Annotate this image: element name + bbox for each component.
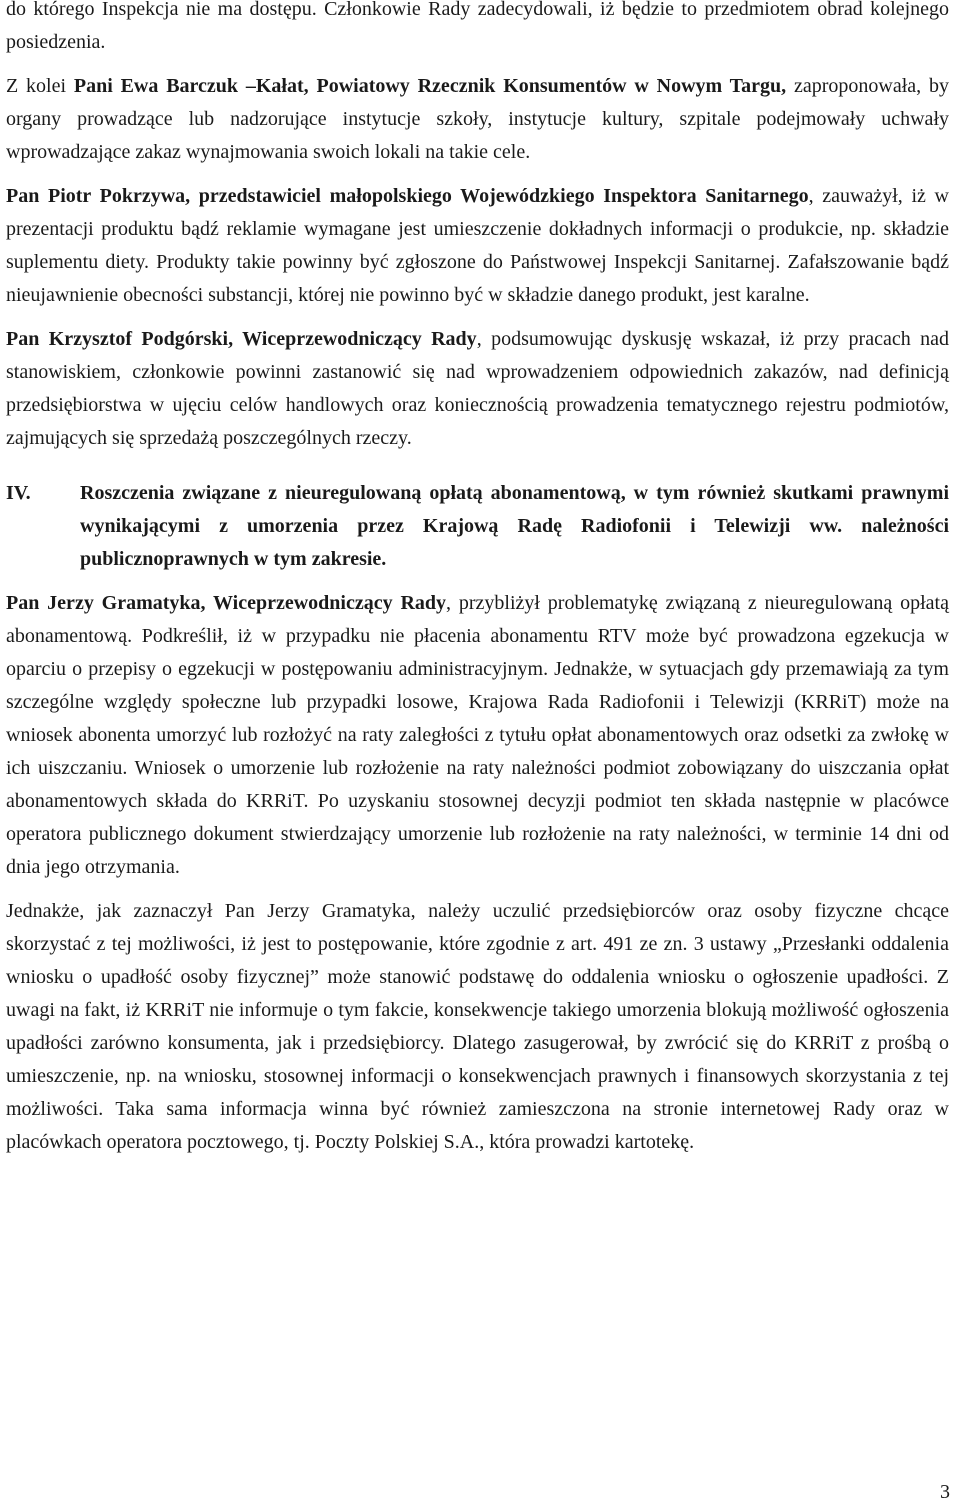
speaker-name: Pan Jerzy Gramatyka, Wiceprzewodniczący Rady: [6, 592, 447, 614]
paragraph-gramatyka-continued: Jednakże, jak zaznaczył Pan Jerzy Gramatyka, należy uczulić przedsiębiorców oraz osoby fizyczne chcące skorzystać z tej możliwości, iż jest to postępowanie, które zgodnie z art. 491 ze zn. 3 ustawy „Przesłanki oddalenia wniosku o upadłość osoby fizycznej” może stanowić podstawę do oddalenia wniosku o ogłoszenie upadłości. Z uwagi na fakt, iż KRRiT nie informuje o tym fakcie, konsekwencje takiego umorzenia blokują możliwość ogłoszenia upadłości zarówno konsumenta, jak i przedsiębiorcy. Dlatego zasugerował, by zwrócić się do KRRiT z prośbą o umieszczenie, np. na wniosku, stosownej informacji o konsekwencjach prawnych i finansowych skorzystania z tej możliwości. Taka sama informacja winna być również zamieszczona na stronie internetowej Rady oraz w placówkach operatora pocztowego, tj. Poczty Polskiej S.A., która prowadzi kartotekę.: [6, 900, 949, 1153]
document-page: [6, 0, 949, 1159]
paragraph-body: , przybliżył problematykę związaną z nieuregulowaną opłatą abonamentową. Podkreślił, iż w przypadku nie płacenia abonamentu RTV może być prowadzona egzekucja w oparciu o przepisy o egzekucji w postępowaniu administracyjnym. Jednakże, w sytuacjach gdy przemawiają za tym szczególne względy społeczne lub przypadki losowe, Krajowa Rada Radiofonii i Telewizji (KRRiT) może na wniosek abonenta umorzyć lub rozłożyć na raty zaległości z tytułu opłat abonamentowych oraz odsetki za zwłokę w ich uiszczaniu. Wniosek o umorzenie lub rozłożenie na raty należności podmiot zobowiązany do uiszczania opłat abonamentowych składa do KRRiT. Po uzyskaniu stosownej decyzji podmiot ten składa następnie w placówce operatora publicznego dokument stwierdzający umorzenie lub rozłożenie na raty należności, w terminie 14 dni od dnia jego otrzymania.: [6, 592, 949, 878]
paragraph-pokrzywa: [6, 180, 949, 312]
paragraph-barczuk: [6, 70, 949, 169]
paragraph-body: zaproponowała, by organy prowadzące lub nadzorujące instytucje szkoły, instytucje kultury, szpitale podejmowały uchwały wprowadzające zakaz wynajmowania swoich lokali na takie cele.: [6, 75, 949, 163]
speaker-name: Pan Piotr Pokrzywa, przedstawiciel małopolskiego Wojewódzkiego Inspektora Sanitarnego: [6, 185, 809, 207]
speaker-name: Pan Krzysztof Podgórski, Wiceprzewodniczący Rady: [6, 328, 477, 350]
paragraph-body: , zauważył, iż w prezentacji produktu bądź reklamie wymagane jest umieszczenie dokładnych informacji o produkcie, np. składzie suplementu diety. Produkty takie powinny być zgłoszone do Państwowej Inspekcji Sanitarnej. Zafałszowanie bądź nieujawnienie obecności substancji, której nie powinno być w składzie danego produkt, jest karalne.: [6, 185, 950, 306]
section-number: IV.: [6, 482, 31, 504]
paragraph-body: , podsumowując dyskusję wskazał, iż przy pracach nad stanowiskiem, członkowie powinni zastanowić się nad wprowadzeniem odpowiednich zakazów, nad definicją przedsiębiorstwa w ujęciu celów handlowych oraz koniecznością prowadzenia tematycznego rejestru podmiotów, zajmujących się sprzedażą poszczególnych rzeczy.: [6, 328, 949, 449]
section-heading: [6, 477, 949, 576]
page-number: 3: [940, 1481, 950, 1503]
paragraph-podgorski: [6, 323, 949, 455]
paragraph-lead: Z kolei: [6, 75, 74, 97]
paragraph-gramatyka: [6, 587, 949, 884]
speaker-name: Pani Ewa Barczuk –Kałat, Powiatowy Rzecznik Konsumentów w Nowym Targu,: [73, 75, 787, 97]
section-title: Roszczenia związane z nieuregulowaną opłatą abonamentową, w tym również skutkami prawnymi wynikającymi z umorzenia przez Krajową Radę Radiofonii i Telewizji ww. należności publicznoprawnych w tym zakresie.: [80, 482, 949, 570]
paragraph-continuation: do którego Inspekcja nie ma dostępu. Członkowie Rady zadecydowali, iż będzie to przedmiotem obrad kolejnego posiedzenia.: [6, 0, 949, 53]
